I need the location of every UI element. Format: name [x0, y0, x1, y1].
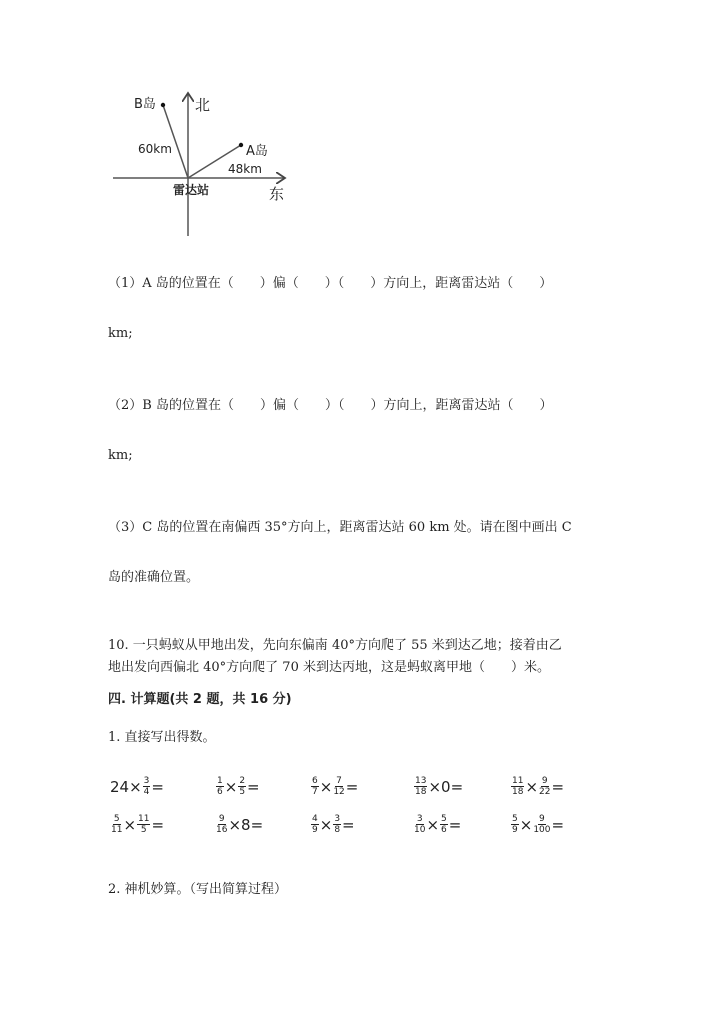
numerator: 5	[512, 814, 518, 824]
math-expression	[413, 776, 463, 797]
denominator: 7	[312, 787, 318, 797]
east-label: 东	[269, 185, 285, 203]
fraction	[137, 814, 150, 835]
fraction	[414, 776, 427, 797]
expr-text: =	[247, 777, 260, 796]
a-point	[239, 143, 243, 147]
radar-diagram	[0, 0, 320, 250]
numerator: 9	[541, 776, 548, 786]
numerator: 1	[217, 776, 223, 786]
station-label: 雷达站	[173, 183, 210, 197]
q10-line2: 地出发向西偏北 40°方向爬了 70 米到达丙地，这是蚂蚁离甲地（ ）米。	[108, 660, 550, 675]
expr-text: =	[551, 815, 565, 834]
numerator: 11	[138, 814, 150, 824]
denominator: 8	[334, 825, 341, 835]
numerator: 5	[113, 814, 120, 824]
math-expression	[215, 776, 260, 797]
denominator: 12	[333, 787, 345, 797]
fraction	[333, 776, 344, 797]
math-expression	[510, 776, 564, 797]
expr-text: =	[151, 815, 165, 834]
math-expression	[310, 814, 355, 835]
denominator: 6	[441, 825, 447, 835]
a-label: A岛	[246, 144, 268, 159]
fraction	[143, 776, 151, 797]
b-distance: 60km	[138, 142, 172, 156]
expr-text: ×0=	[428, 777, 464, 796]
numerator: 7	[336, 776, 342, 786]
fraction	[111, 814, 122, 835]
expr-text: 24×	[110, 777, 142, 796]
fraction	[311, 776, 319, 797]
expr-text: ×	[123, 815, 137, 834]
numerator: 11	[512, 776, 524, 786]
numerator: 3	[334, 814, 341, 824]
numerator: 6	[312, 776, 318, 786]
denominator: 11	[111, 825, 123, 835]
b-label: B岛	[134, 97, 156, 112]
denominator: 16	[216, 825, 228, 835]
denominator: 6	[217, 787, 223, 797]
math-expression	[310, 776, 358, 797]
expr-text: ×	[525, 777, 539, 796]
denominator: 9	[512, 825, 518, 835]
fraction	[311, 814, 319, 835]
denominator: 4	[143, 787, 150, 797]
numerator: 3	[416, 814, 423, 824]
fraction	[533, 814, 550, 835]
q3-line1: （3）C 岛的位置在南偏西 35°方向上，距离雷达站 60 km 处。请在图中画出 C	[108, 520, 572, 535]
q2-line1: （2）B 岛的位置在（ ）偏（ ）（ ）方向上，距离雷达站（ ）	[108, 398, 553, 413]
denominator: 10	[414, 825, 426, 835]
numerator: 4	[312, 814, 318, 824]
fraction	[333, 814, 341, 835]
q2-line2: km;	[108, 448, 133, 463]
expr-text: ×	[519, 815, 533, 834]
denominator: 22	[539, 787, 551, 797]
denominator: 5	[140, 825, 147, 835]
expr-text: =	[448, 815, 462, 834]
denominator: 5	[239, 787, 246, 797]
numerator: 2	[239, 776, 246, 786]
q3-line2: 岛的准确位置。	[108, 570, 200, 585]
denominator: 100	[533, 825, 551, 835]
math-expression	[215, 814, 263, 835]
fraction	[440, 814, 448, 835]
denominator: 9	[312, 825, 318, 835]
numerator: 13	[415, 776, 427, 786]
q10-line1: 10. 一只蚂蚁从甲地出发，先向东偏南 40°方向爬了 55 米到达乙地；接着由乙	[108, 638, 562, 653]
denominator: 18	[415, 787, 427, 797]
math-expression	[110, 814, 164, 835]
q1-line2: km;	[108, 326, 133, 341]
numerator: 9	[218, 814, 225, 824]
math-expression	[413, 814, 461, 835]
denominator: 18	[512, 787, 524, 797]
calc-q2: 2. 神机妙算。（写出简算过程）	[108, 882, 288, 897]
math-expression	[110, 776, 164, 797]
fraction	[216, 814, 227, 835]
numerator: 9	[539, 814, 545, 824]
expr-text: ×	[319, 777, 333, 796]
expr-text: =	[342, 815, 355, 834]
numerator: 5	[441, 814, 447, 824]
fraction	[511, 776, 524, 797]
b-point	[161, 103, 165, 107]
math-expression	[510, 814, 564, 835]
expr-text: =	[345, 777, 359, 796]
fraction	[216, 776, 224, 797]
expr-text: ×	[319, 815, 333, 834]
expr-text: =	[151, 777, 164, 796]
expr-text: =	[551, 777, 565, 796]
numerator: 3	[143, 776, 150, 786]
expr-text: ×	[426, 815, 440, 834]
north-label: 北	[195, 96, 211, 114]
q1-line1: （1）A 岛的位置在（ ）偏（ ）（ ）方向上，距离雷达站（ ）	[108, 276, 553, 291]
fraction	[511, 814, 519, 835]
calc-q1: 1. 直接写出得数。	[108, 730, 216, 745]
a-distance: 48km	[228, 162, 262, 176]
fraction	[238, 776, 246, 797]
fraction	[414, 814, 425, 835]
expr-text: ×	[224, 777, 238, 796]
expr-text: ×8=	[228, 815, 264, 834]
fraction	[539, 776, 550, 797]
section-title: 四. 计算题(共 2 题，共 16 分)	[108, 692, 292, 707]
